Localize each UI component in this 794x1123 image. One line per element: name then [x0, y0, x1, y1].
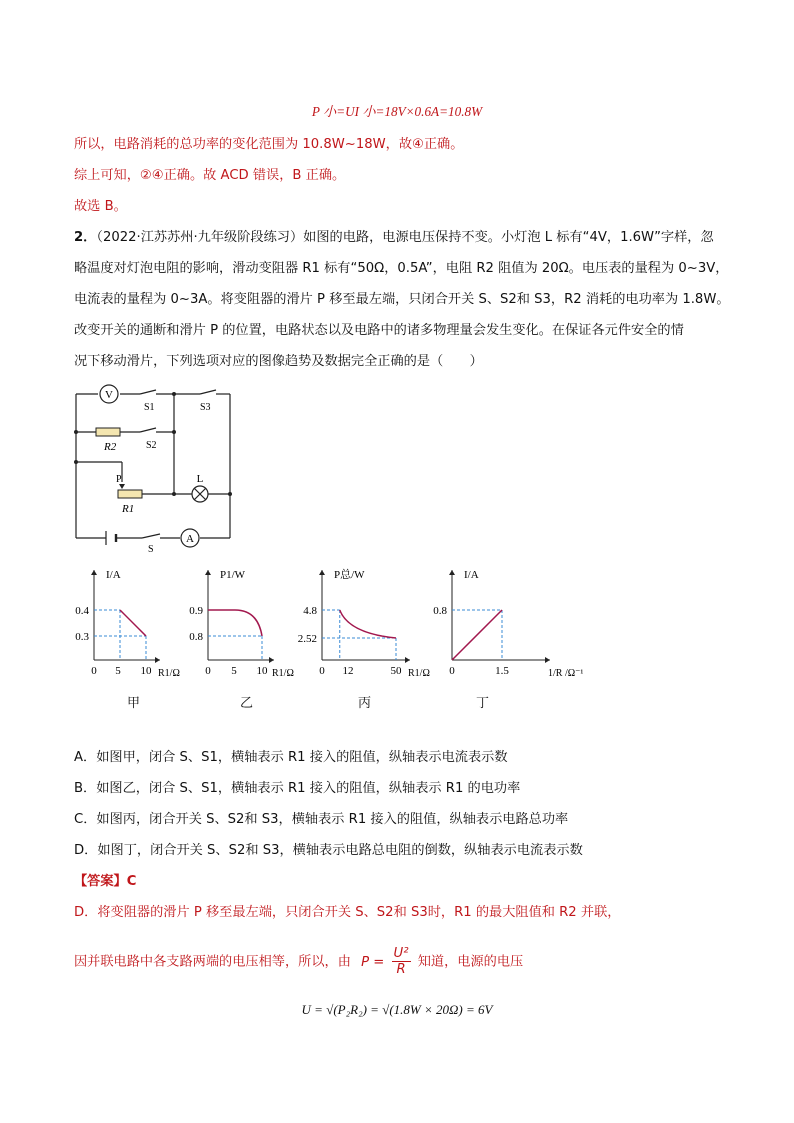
x-tick-label: 1.5	[495, 665, 509, 677]
x-tick-label: 10	[140, 665, 152, 677]
formula-line: P 小=UI 小=18V×0.6A=10.8W	[311, 104, 483, 119]
power-fraction: $\frac{\text{U²}}{R}$	[393, 946, 409, 977]
x-tick-label: 0	[319, 665, 325, 677]
question-line-4: 改变开关的通断和滑片 P 的位置，电路状态以及电路中的诸多物理量会发生变化。在保证各元件安全的情	[74, 323, 684, 338]
y-tick-label: 0.8	[189, 631, 203, 643]
x-tick-label: 5	[231, 665, 237, 677]
answer-d-line: D．将变阻器的滑片 P 移至最左端，只闭合开关 S、S2和 S3时，R1 的最大阻值和 R2 并联，	[74, 905, 621, 920]
answer-line: 故选 B。	[74, 199, 127, 214]
y-axis-arrow	[319, 570, 325, 575]
option-a: A．如图甲，闭合 S、S1，横轴表示 R1 接入的阻值，纵轴表示电流表示数	[74, 750, 508, 765]
circuit-diagram	[60, 378, 260, 558]
graph-caption-yi: 乙	[240, 696, 254, 711]
x-axis-label: R1/Ω	[158, 668, 180, 679]
ammeter-label: A	[186, 533, 194, 545]
question-line-2: 略温度对灯泡电阻的影响，滑动变阻器 R1 标有“50Ω，0.5A”，电阻 R2 阻值为 20Ω。电压表的量程为 0~3V，	[74, 261, 729, 276]
y-tick-label: 0.3	[75, 631, 89, 643]
parallel-line: 因并联电路中各支路两端的电压相等，所以，由 P = $\frac{\text{U²}}{R}$ 知道，电源的电压	[74, 946, 524, 977]
y-tick-label: 4.8	[303, 605, 317, 617]
x-tick-label: 12	[342, 665, 354, 677]
x-axis-arrow	[405, 657, 410, 663]
r1-label: R1	[122, 503, 135, 515]
y-axis-label: I/A	[106, 569, 121, 581]
slider-label: P	[116, 474, 122, 485]
x-axis-label: 1/R /Ω⁻¹	[548, 668, 584, 679]
option-b: B．如图乙，闭合 S、S1，横轴表示 R1 接入的阻值，纵轴表示 R1 的电功率	[74, 781, 521, 796]
x-tick-label: 0	[205, 665, 211, 677]
answer-label: 【答案】C	[74, 874, 137, 889]
x-axis-arrow	[155, 657, 160, 663]
y-axis-label: P总/W	[334, 569, 365, 581]
x-axis-label: R1/Ω	[272, 668, 294, 679]
x-axis-label: R1/Ω	[408, 668, 430, 679]
y-axis-arrow	[205, 570, 211, 575]
lamp-label: L	[196, 473, 204, 485]
x-tick-label: 10	[256, 665, 268, 677]
range-line: 所以，电路消耗的总功率的变化范围为 10.8W~18W，故④正确。	[74, 137, 464, 152]
y-tick-label: 0.4	[75, 605, 89, 617]
data-curve	[340, 610, 396, 638]
y-tick-label: 2.52	[297, 633, 317, 645]
voltmeter-label: V	[105, 389, 113, 401]
option-c: C．如图丙，闭合开关 S、S2和 S3，横轴表示 R1 接入的阻值，纵轴表示电路总功率	[74, 812, 569, 827]
question-number: 2．	[74, 230, 97, 245]
graph-caption-jia: 甲	[127, 696, 141, 711]
data-curve	[120, 610, 146, 636]
x-tick-label: 50	[390, 665, 402, 677]
graph-caption-ding: 丁	[476, 696, 490, 711]
y-tick-label: 0.9	[189, 605, 203, 617]
option-d: D．如图丁，闭合开关 S、S2和 S3，横轴表示电路总电阻的倒数，纵轴表示电流表示数	[74, 843, 583, 858]
voltage-formula: U = √(P₂R₂) = √(1.8W × 20Ω) = 6V	[301, 1002, 493, 1017]
s1-label: S1	[144, 402, 155, 413]
s-label: S	[148, 544, 154, 555]
r2-label: R2	[104, 441, 117, 453]
x-axis-arrow	[545, 657, 550, 663]
s2-label: S2	[146, 440, 157, 451]
data-curve	[208, 610, 262, 636]
y-tick-label: 0.8	[433, 605, 447, 617]
graph-caption-bing: 丙	[358, 696, 372, 711]
power-formula: P =	[361, 954, 385, 970]
x-tick-label: 0	[449, 665, 455, 677]
question-line-1: 2．（2022·江苏苏州·九年级阶段练习）如图的电路，电源电压保持不变。小灯泡 L 标有“4V，1.6W”字样，忽	[74, 230, 714, 245]
y-axis-label: I/A	[464, 569, 479, 581]
question-line-5: 况下移动滑片，下列选项对应的图像趋势及数据完全正确的是（ ）	[74, 354, 483, 369]
x-tick-label: 5	[115, 665, 121, 677]
x-tick-label: 0	[91, 665, 97, 677]
summary-line: 综上可知，②④正确。故 ACD 错误，B 正确。	[74, 168, 346, 183]
y-axis-arrow	[449, 570, 455, 575]
x-axis-arrow	[269, 657, 274, 663]
data-curve	[452, 610, 502, 660]
s3-label: S3	[200, 402, 211, 413]
y-axis-arrow	[91, 570, 97, 575]
question-line-3: 电流表的量程为 0~3A。将变阻器的滑片 P 移至最左端，只闭合开关 S、S2和 S3，R2 消耗的电功率为 1.8W。	[74, 292, 730, 307]
graphs-panel	[60, 560, 620, 710]
y-axis-label: P1/W	[220, 569, 246, 581]
